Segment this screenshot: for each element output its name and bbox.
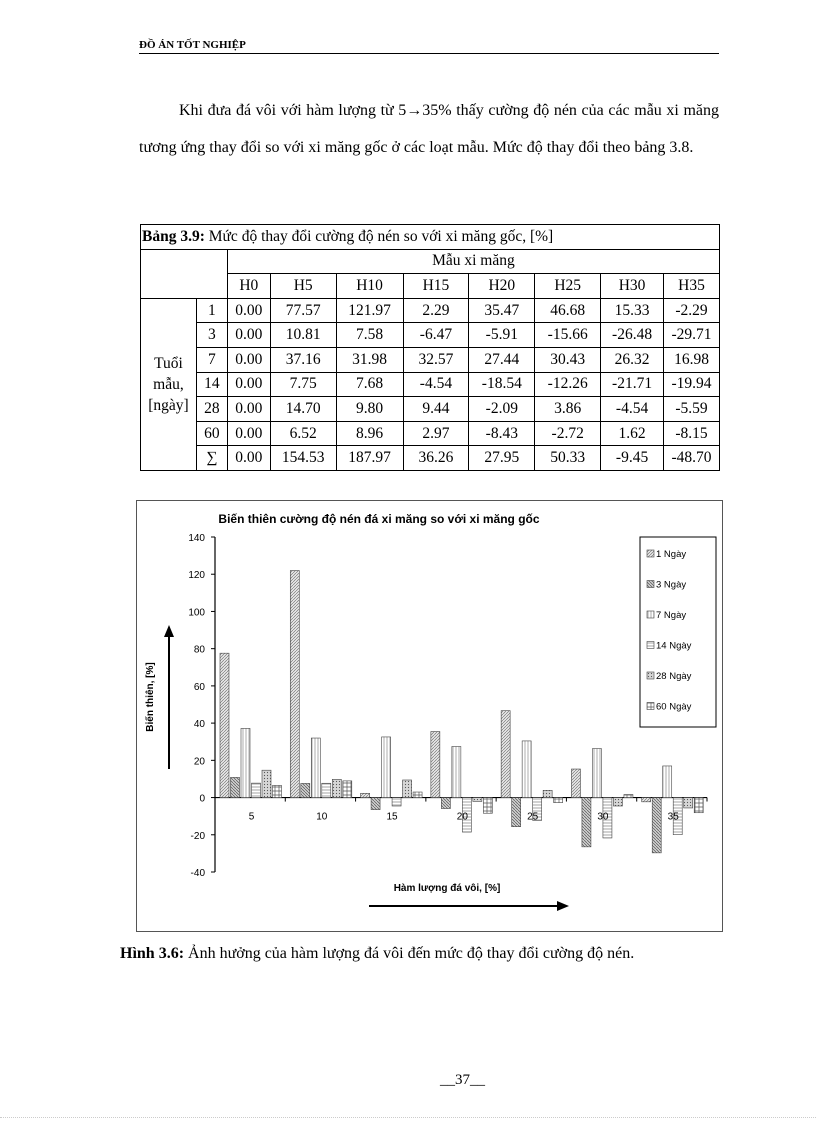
bar-10-14-ngày — [322, 783, 331, 797]
bar-10-60-ngày — [343, 781, 352, 798]
body-paragraph: Khi đưa đá vôi với hàm lượng từ 5→35% thấy cường độ nén của các mẫu xi măng tương ứng thay đổi so với xi măng gốc ở các loạt mẫu. Mức độ thay đổi theo bảng 3.8. — [139, 102, 719, 156]
bar-5-7-ngày — [241, 728, 250, 797]
column-header-h10: H10 — [336, 274, 403, 299]
x-tick-label: 10 — [316, 811, 328, 823]
legend-item: 28 Ngày — [656, 671, 692, 682]
legend-swatch — [647, 550, 654, 557]
bar-30-28-ngày — [613, 798, 622, 806]
bar-10-1-ngày — [290, 571, 299, 798]
value-cell: 27.44 — [469, 347, 535, 372]
table-row — [141, 298, 720, 323]
value-cell: 7.68 — [336, 372, 403, 397]
bar-5-1-ngày — [220, 653, 229, 797]
value-cell: 0.00 — [227, 323, 270, 348]
value-cell: -5.59 — [664, 397, 720, 422]
age-cell: 28 — [196, 397, 227, 422]
bar-5-14-ngày — [252, 783, 261, 797]
bar-35-3-ngày — [652, 798, 661, 853]
legend-swatch — [647, 672, 654, 679]
bar-20-3-ngày — [441, 798, 450, 809]
value-cell: 9.44 — [403, 397, 469, 422]
bar-15-14-ngày — [392, 798, 401, 806]
value-cell: 36.26 — [403, 446, 469, 471]
age-cell: 3 — [196, 323, 227, 348]
bar-5-28-ngày — [262, 770, 271, 797]
value-cell: 15.33 — [601, 298, 664, 323]
footer-rule — [0, 1117, 816, 1118]
value-cell: 2.29 — [403, 298, 469, 323]
value-cell: 16.98 — [664, 347, 720, 372]
chart-title: Biến thiên cường độ nén đá xi măng so với xi măng gốc — [218, 512, 540, 526]
bar-25-1-ngày — [501, 711, 510, 798]
value-cell: 31.98 — [336, 347, 403, 372]
value-cell: 7.58 — [336, 323, 403, 348]
bar-20-28-ngày — [473, 798, 482, 802]
value-cell: 77.57 — [270, 298, 336, 323]
bar-10-28-ngày — [332, 779, 341, 797]
table-caption-label: Bảng 3.9: — [142, 227, 205, 245]
column-header-h0: H0 — [227, 274, 270, 299]
value-cell: -8.15 — [664, 421, 720, 446]
bar-5-3-ngày — [231, 777, 240, 797]
value-cell: 0.00 — [227, 347, 270, 372]
bar-30-3-ngày — [582, 798, 591, 847]
value-cell: 27.95 — [469, 446, 535, 471]
bar-25-28-ngày — [543, 790, 552, 797]
value-cell: 46.68 — [535, 298, 601, 323]
value-cell: -4.54 — [601, 397, 664, 422]
column-header-h35: H35 — [664, 274, 720, 299]
value-cell: 187.97 — [336, 446, 403, 471]
bar-30-7-ngày — [592, 749, 601, 798]
table-row — [141, 323, 720, 348]
bar-20-1-ngày — [431, 732, 440, 798]
x-tick-label: 20 — [456, 811, 468, 823]
column-header-h25: H25 — [535, 274, 601, 299]
group-header: Mẫu xi măng — [227, 249, 719, 274]
y-tick-label: 0 — [199, 793, 205, 805]
row-group-label-line: mẫu, — [153, 375, 184, 393]
figure-caption-text: Ảnh hưởng của hàm lượng đá vôi đến mức độ thay đổi cường độ nén. — [184, 945, 635, 962]
value-cell: -2.72 — [535, 421, 601, 446]
value-cell: -21.71 — [601, 372, 664, 397]
y-tick-label: 140 — [188, 533, 205, 544]
value-cell: 0.00 — [227, 421, 270, 446]
value-cell: 32.57 — [403, 347, 469, 372]
row-group-label-line: [ngày] — [148, 396, 189, 414]
bar-15-1-ngày — [361, 793, 370, 797]
legend-item: 1 Ngày — [656, 549, 687, 560]
y-tick-label: 20 — [193, 756, 205, 768]
x-axis-arrow-head — [557, 901, 569, 911]
value-cell: 9.80 — [336, 397, 403, 422]
value-cell: -29.71 — [664, 323, 720, 348]
value-cell: 8.96 — [336, 421, 403, 446]
column-header-h30: H30 — [601, 274, 664, 299]
y-tick-label: 80 — [193, 644, 205, 656]
value-cell: 0.00 — [227, 298, 270, 323]
x-tick-label: 25 — [527, 811, 539, 823]
value-cell: -5.91 — [469, 323, 535, 348]
y-tick-label: 120 — [188, 570, 205, 582]
bar-15-7-ngày — [382, 737, 391, 798]
age-cell: 7 — [196, 347, 227, 372]
value-cell: -2.29 — [664, 298, 720, 323]
value-cell: 154.53 — [270, 446, 336, 471]
y-tick-label: 60 — [193, 681, 205, 693]
value-cell: -8.43 — [469, 421, 535, 446]
bar-5-60-ngày — [273, 785, 282, 797]
bar-15-3-ngày — [371, 798, 380, 810]
legend-swatch — [647, 581, 654, 588]
column-header-h5: H5 — [270, 274, 336, 299]
value-cell: -6.47 — [403, 323, 469, 348]
legend-swatch — [647, 703, 654, 710]
value-cell: 0.00 — [227, 372, 270, 397]
value-cell: 50.33 — [535, 446, 601, 471]
bar-25-60-ngày — [554, 798, 563, 803]
age-cell: 1 — [196, 298, 227, 323]
bar-25-7-ngày — [522, 741, 531, 798]
y-tick-label: 100 — [188, 607, 205, 619]
bar-20-60-ngày — [483, 798, 492, 814]
legend-item: 7 Ngày — [656, 610, 687, 621]
value-cell: 14.70 — [270, 397, 336, 422]
figure-caption-label: Hình 3.6: — [120, 945, 185, 962]
row-group-label-line: Tuổi — [154, 354, 183, 372]
bar-10-7-ngày — [311, 738, 320, 798]
age-cell: 14 — [196, 372, 227, 397]
value-cell: 2.97 — [403, 421, 469, 446]
column-header-h15: H15 — [403, 274, 469, 299]
legend-item: 14 Ngày — [656, 640, 692, 652]
row-group-label — [141, 298, 197, 470]
value-cell: 7.75 — [270, 372, 336, 397]
bar-30-60-ngày — [624, 795, 633, 798]
y-tick-label: 40 — [193, 719, 205, 731]
value-cell: 1.62 — [601, 421, 664, 446]
bar-10-3-ngày — [301, 783, 310, 797]
legend-box — [640, 537, 716, 727]
corner-cell — [141, 249, 228, 298]
value-cell: -2.09 — [469, 397, 535, 422]
table-row — [141, 421, 720, 446]
x-tick-label: 15 — [386, 811, 398, 823]
bar-15-28-ngày — [403, 780, 412, 798]
value-cell: 35.47 — [469, 298, 535, 323]
value-cell: 121.97 — [336, 298, 403, 323]
age-cell: 60 — [196, 421, 227, 446]
bar-chart — [137, 501, 722, 931]
value-cell: -26.48 — [601, 323, 664, 348]
figure-caption — [120, 944, 740, 964]
bar-20-7-ngày — [452, 746, 461, 797]
strength-change-table — [140, 224, 720, 471]
value-cell: 6.52 — [270, 421, 336, 446]
value-cell: 37.16 — [270, 347, 336, 372]
table-row — [141, 446, 720, 471]
value-cell: 26.32 — [601, 347, 664, 372]
table-row — [141, 372, 720, 397]
legend-item: 3 Ngày — [656, 579, 687, 591]
y-tick-label: -20 — [190, 830, 205, 842]
bar-30-1-ngày — [571, 769, 580, 798]
y-axis-arrow-head — [164, 625, 174, 637]
page-number: __37__ — [440, 1072, 485, 1088]
value-cell: 3.86 — [535, 397, 601, 422]
bar-35-1-ngày — [642, 798, 651, 802]
value-cell: -19.94 — [664, 372, 720, 397]
legend-item: 60 Ngày — [656, 701, 692, 713]
x-axis-label: Hàm lượng đá vôi, [%] — [393, 883, 501, 894]
running-header: ĐỒ ÁN TỐT NGHIỆP — [139, 38, 719, 54]
x-tick-label: 5 — [248, 811, 255, 823]
table-caption — [141, 225, 720, 250]
value-cell: 10.81 — [270, 323, 336, 348]
value-cell: -4.54 — [403, 372, 469, 397]
x-tick-label: 35 — [667, 811, 679, 823]
y-tick-label: -40 — [190, 868, 205, 879]
value-cell: -15.66 — [535, 323, 601, 348]
value-cell: -18.54 — [469, 372, 535, 397]
value-cell: -9.45 — [601, 446, 664, 471]
value-cell: -12.26 — [535, 372, 601, 397]
bar-35-60-ngày — [694, 798, 703, 813]
bar-35-28-ngày — [684, 798, 693, 808]
value-cell: -48.70 — [664, 446, 720, 471]
bar-15-60-ngày — [413, 792, 422, 798]
age-cell: ∑ — [196, 446, 227, 471]
value-cell: 0.00 — [227, 446, 270, 471]
table-caption-text: Mức độ thay đổi cường độ nén so với xi măng gốc, [%] — [204, 227, 554, 245]
legend-swatch — [647, 611, 654, 618]
legend-swatch — [647, 642, 654, 649]
x-tick-label: 30 — [597, 811, 609, 823]
value-cell: 30.43 — [535, 347, 601, 372]
bar-25-3-ngày — [512, 798, 521, 827]
table-row — [141, 397, 720, 422]
bar-35-7-ngày — [663, 766, 672, 798]
table-row — [141, 347, 720, 372]
value-cell: 0.00 — [227, 397, 270, 422]
column-header-h20: H20 — [469, 274, 535, 299]
y-axis-label: Biến thiên, [%] — [145, 662, 156, 732]
chart-frame — [136, 500, 723, 932]
column-header-row — [141, 274, 720, 299]
